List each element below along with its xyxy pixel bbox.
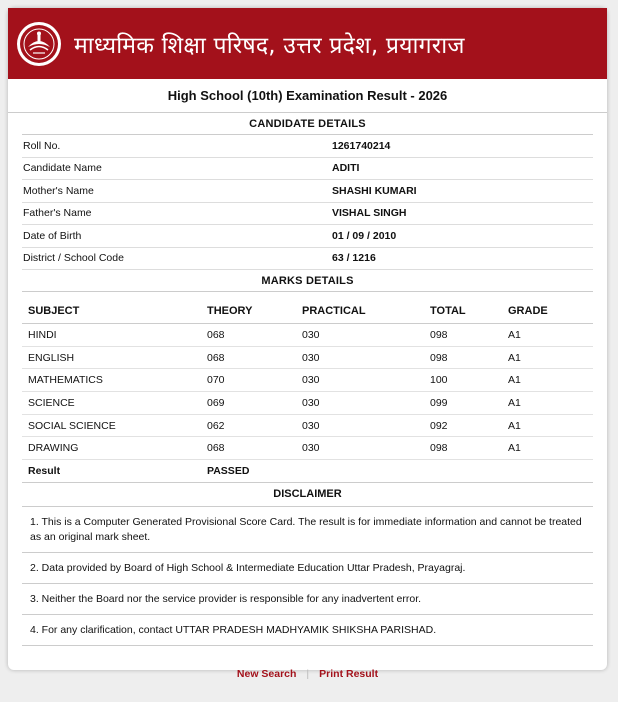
marks-cell: 092 [430, 419, 448, 432]
marks-cell: 068 [207, 328, 225, 341]
disclaimer-list [22, 507, 593, 646]
candidate-field-value: 1261740214 [332, 139, 391, 152]
footer-links [8, 646, 607, 702]
marks-cell: A1 [508, 419, 521, 432]
marks-row [22, 415, 593, 438]
disclaimer-item: 4. For any clarification, contact UTTAR PRADESH MADHYAMIK SHIKSHA PARISHAD. [22, 615, 593, 646]
disclaimer-item: 1. This is a Computer Generated Provisional Score Card. The result is for immediate information and cannot be treated as an original mark sheet. [22, 507, 593, 553]
result-label: Result [28, 464, 61, 477]
column-header: GRADE [508, 304, 548, 317]
candidate-row [22, 225, 593, 248]
candidate-field-value: VISHAL SINGH [332, 207, 407, 220]
marks-row [22, 437, 593, 460]
marks-cell: 098 [430, 328, 448, 341]
link-separator: | [306, 667, 310, 680]
marks-cell: 068 [207, 442, 225, 455]
candidate-row [22, 180, 593, 203]
marks-cell: 030 [302, 442, 320, 455]
marks-cell: 030 [302, 396, 320, 409]
marks-cell: A1 [508, 351, 521, 364]
disclaimer-item: 2. Data provided by Board of High School & Intermediate Education Uttar Pradesh, Prayagraj. [22, 553, 593, 584]
marks-row [22, 369, 593, 392]
result-value: PASSED [207, 464, 250, 477]
candidate-field-label: District / School Code [23, 252, 124, 265]
up-emblem-logo [16, 21, 62, 67]
candidate-field-value: SHASHI KUMARI [332, 184, 417, 197]
marks-cell: A1 [508, 396, 521, 409]
column-header: TOTAL [430, 304, 466, 317]
marks-details [22, 270, 593, 483]
marks-cell: HINDI [28, 328, 57, 341]
marks-cell: 098 [430, 442, 448, 455]
candidate-row [22, 135, 593, 158]
marks-cell: 070 [207, 374, 225, 387]
marks-details-heading: MARKS DETAILS [22, 270, 593, 292]
result-row [22, 460, 593, 483]
candidate-field-label: Father's Name [23, 207, 92, 220]
marks-cell: A1 [508, 374, 521, 387]
column-header: PRACTICAL [302, 304, 366, 317]
candidate-field-label: Date of Birth [23, 229, 82, 242]
marks-cell: SOCIAL SCIENCE [28, 419, 116, 432]
candidate-row [22, 203, 593, 226]
candidate-row [22, 158, 593, 181]
exam-title: High School (10th) Examination Result - 2026 [8, 79, 607, 113]
result-card [8, 8, 607, 680]
marks-cell: 030 [302, 351, 320, 364]
marks-row [22, 392, 593, 415]
marks-cell: 100 [430, 374, 448, 387]
candidate-field-value: 63 / 1216 [332, 252, 376, 265]
candidate-field-label: Roll No. [23, 139, 61, 152]
marks-cell: 030 [302, 419, 320, 432]
marks-cell: 062 [207, 419, 225, 432]
marks-cell: DRAWING [28, 442, 79, 455]
disclaimer-heading: DISCLAIMER [22, 483, 593, 507]
candidate-details-heading: CANDIDATE DETAILS [22, 113, 593, 135]
header-banner [8, 8, 607, 79]
marks-cell: SCIENCE [28, 396, 75, 409]
marks-cell: 099 [430, 396, 448, 409]
marks-table [22, 298, 593, 483]
marks-row [22, 347, 593, 370]
candidate-field-value: 01 / 09 / 2010 [332, 229, 397, 242]
marks-cell: 030 [302, 328, 320, 341]
marks-cell: MATHEMATICS [28, 374, 103, 387]
marks-cell: A1 [508, 442, 521, 455]
marks-row [22, 324, 593, 347]
marks-cell: 069 [207, 396, 225, 409]
marks-cell: 030 [302, 374, 320, 387]
candidate-field-label: Mother's Name [23, 184, 94, 197]
print-result-link[interactable]: Print Result [319, 667, 379, 680]
candidate-field-value: ADITI [332, 162, 360, 175]
disclaimer-item: 3. Neither the Board nor the service provider is responsible for any inadvertent error. [22, 584, 593, 615]
column-header: SUBJECT [28, 304, 80, 317]
board-title: माध्यमिक शिक्षा परिषद, उत्तर प्रदेश, प्रयागराज [74, 32, 465, 59]
new-search-link[interactable]: New Search [236, 667, 297, 680]
candidate-row [22, 248, 593, 271]
marks-cell: ENGLISH [28, 351, 75, 364]
marks-cell: A1 [508, 328, 521, 341]
column-header: THEORY [207, 304, 253, 317]
marks-cell: 068 [207, 351, 225, 364]
candidate-field-label: Candidate Name [23, 162, 102, 175]
marks-table-header [22, 298, 593, 324]
marks-cell: 098 [430, 351, 448, 364]
candidate-details [22, 113, 593, 270]
